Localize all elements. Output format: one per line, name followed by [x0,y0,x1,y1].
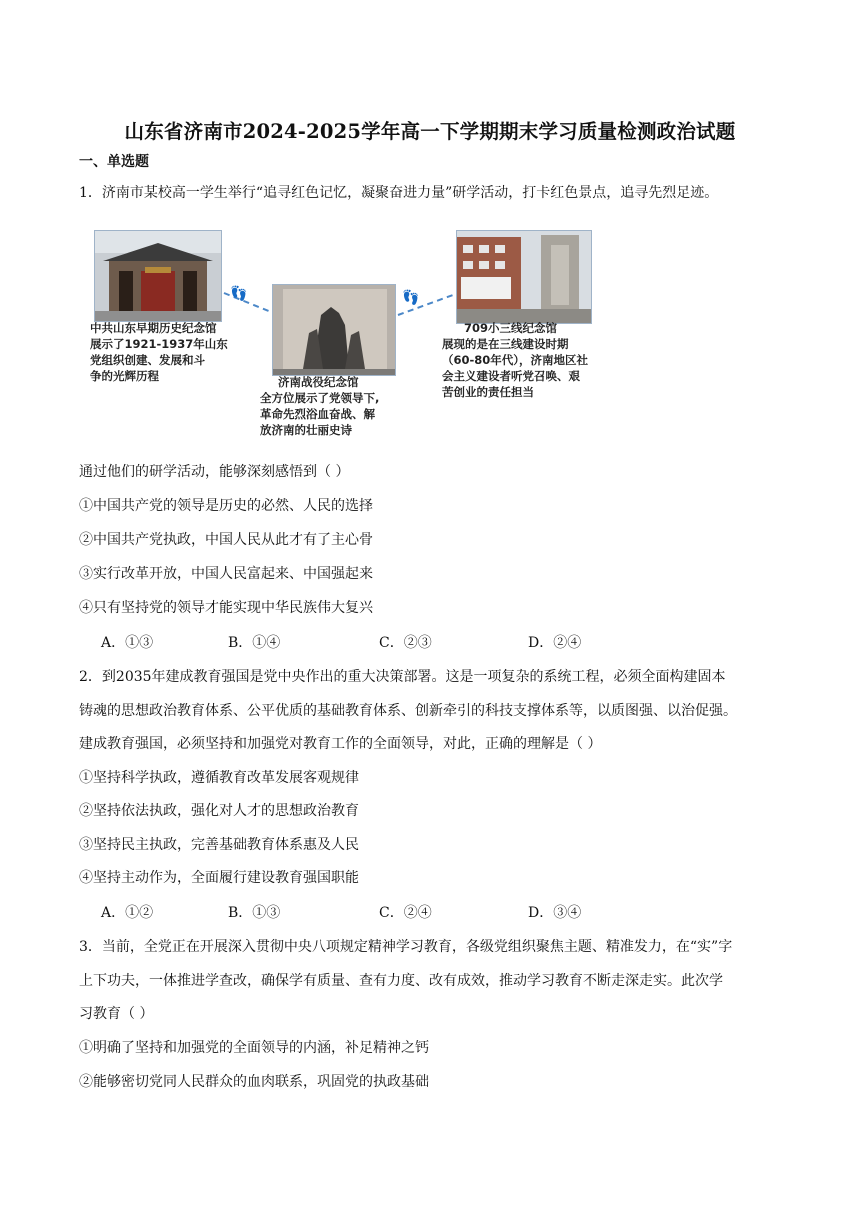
question-2-item: ③坚持民主执政，完善基础教育体系惠及人民 [79,837,359,853]
question-3-item: ①明确了坚持和加强党的全面领导的内涵，补足精神之钙 [79,1040,429,1056]
question-1-option-c[interactable]: C．②③ [379,635,432,651]
question-1-stem-line: 通过他们的研学活动，能够深刻感悟到（ ） [79,464,350,480]
memorial-1-photo [94,230,222,322]
memorial-2-desc-line: 全方位展示了党领导下, [260,391,380,405]
memorial-2-caption [260,374,379,438]
section-heading: 一、单选题 [79,154,149,170]
memorial-1-caption [90,320,228,384]
question-3-stem-line: 习教育（ ） [79,1006,154,1022]
question-2-item: ④坚持主动作为，全面履行建设教育强国职能 [79,870,359,886]
memorial-3-caption [442,320,588,400]
question-1-option-a[interactable]: A．①③ [101,635,154,651]
question-3-stem-line: 上下功夫，一体推进学查改，确保学有质量、查有力度、改有成效，推动学习教育不断走深走实。此次学 [79,973,723,989]
question-2-option-a[interactable]: A．①② [101,905,154,921]
question-3-stem-line: 3．当前，全党正在开展深入贯彻中央八项规定精神学习教育，各级党组织聚焦主题、精准发力，在“实”字 [79,939,733,955]
question-2-option-b[interactable]: B．①③ [228,905,281,921]
memorial-3-name: 709小三线纪念馆 [464,321,558,335]
question-1-item: ③实行改革开放，中国人民富起来、中国强起来 [79,566,373,582]
memorial-3-photo [456,230,592,324]
memorial-2-name: 济南战役纪念馆 [278,375,359,389]
question-1-item: ①中国共产党的领导是历史的必然、人民的选择 [79,498,373,514]
memorial-2-desc-line: 放济南的壮丽史诗 [260,423,352,437]
memorial-3-desc-line: 苦创业的责任担当 [442,385,534,399]
document-title: 山东省济南市2024-2025学年高一下学期期末学习质量检测政治试题 [124,120,736,143]
footprint-icon: 👣 [230,286,248,302]
memorial-1-desc-line: 展示了1921-1937年山东 [90,337,228,351]
question-2-stem-line: 建成教育强国，必须坚持和加强党对教育工作的全面领导，对此，正确的理解是（ ） [79,736,602,752]
memorial-3-desc-line: 会主义建设者听党召唤、艰 [442,369,580,383]
question-2-item: ②坚持依法执政，强化对人才的思想政治教育 [79,803,359,819]
question-1-stem-line: 1．济南市某校高一学生举行“追寻红色记忆，凝聚奋进力量”研学活动，打卡红色景点，追寻先烈足迹。 [79,185,719,201]
question-1-item: ④只有坚持党的领导才能实现中华民族伟大复兴 [79,600,373,616]
question-2-option-c[interactable]: C．②④ [379,905,432,921]
question-1-item: ②中国共产党执政，中国人民从此才有了主心骨 [79,532,373,548]
memorial-2-desc-line: 革命先烈浴血奋战、解 [260,407,375,421]
footprint-icon: 👣 [402,290,420,306]
question-1-option-b[interactable]: B．①④ [228,635,281,651]
question-2-item: ①坚持科学执政，遵循教育改革发展客观规律 [79,770,359,786]
question-3-item: ②能够密切党同人民群众的血肉联系，巩固党的执政基础 [79,1074,429,1090]
memorial-3-desc-line: 展现的是在三线建设时期 [442,337,569,351]
memorial-2-photo [272,284,396,376]
question-2-stem-line: 铸魂的思想政治教育体系、公平优质的基础教育体系、创新牵引的科技支撑体系等，以质图强、以治促强。 [79,703,737,719]
question-1-option-d[interactable]: D．②④ [528,635,582,651]
question-2-stem-line: 2．到2035年建成教育强国是党中央作出的重大决策部署。这是一项复杂的系统工程，必须全面构建固本 [79,669,726,685]
memorial-1-desc-line: 党组织创建、发展和斗 [90,353,205,367]
memorial-3-desc-line: （60-80年代），济南地区社 [442,353,589,367]
memorial-1-name: 中共山东早期历史纪念馆 [90,321,217,335]
memorial-1-desc-line: 争的光辉历程 [90,369,159,383]
question-2-option-d[interactable]: D．③④ [528,905,582,921]
study-route-figure [90,226,600,441]
